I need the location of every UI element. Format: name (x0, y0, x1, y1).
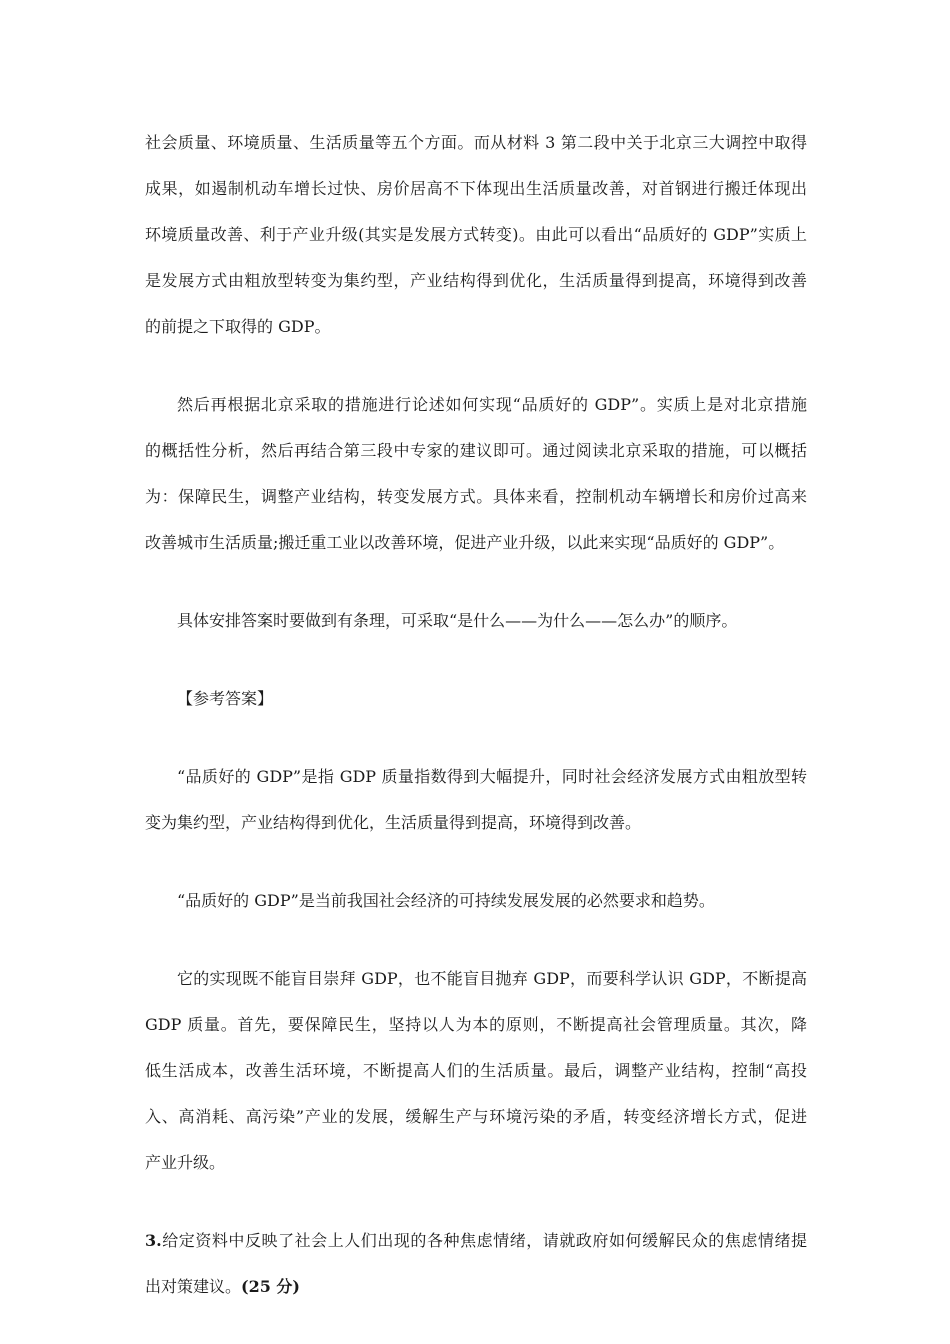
paragraph-line: 变为集约型，产业结构得到优化，生活质量得到提高，环境得到改善。 (145, 813, 642, 832)
paragraph (145, 598, 807, 644)
paragraph-line: 然后再根据北京采取的措施进行论述如何实现“品质好的 GDP”。实质上是对北京措施 (177, 395, 807, 414)
paragraph-line: 低生活成本，改善生活环境，不断提高人们的生活质量。最后，调整产业结构，控制“高投 (145, 1061, 807, 1080)
paragraph (145, 120, 807, 350)
paragraph-line: 成果，如遏制机动车增长过快、房价居高不下体现出生活质量改善，对首钢进行搬迁体现出 (145, 179, 807, 198)
paragraph-line: 的概括性分析，然后再结合第三段中专家的建议即可。通过阅读北京采取的措施，可以概括 (145, 441, 807, 460)
paragraph-line: 社会质量、环境质量、生活质量等五个方面。而从材料 3 第二段中关于北京三大调控中取得 (145, 133, 807, 152)
question-line (145, 1218, 807, 1264)
paragraph (145, 878, 807, 924)
paragraph-line: 环境质量改善、利于产业升级(其实是发展方式转变)。由此可以看出“品质好的 GDP”实质上 (145, 225, 807, 244)
question (145, 1218, 807, 1310)
paragraph-line: “品质好的 GDP”是当前我国社会经济的可持续发展发展的必然要求和趋势。 (177, 891, 715, 910)
paragraph-line: 是发展方式由粗放型转变为集约型，产业结构得到优化，生活质量得到提高，环境得到改善 (145, 271, 807, 290)
paragraph-line: “品质好的 GDP”是指 GDP 质量指数得到大幅提升，同时社会经济发展方式由粗放型转 (177, 767, 807, 786)
paragraph-line: 具体安排答案时要做到有条理，可采取“是什么——为什么——怎么办”的顺序。 (177, 611, 738, 630)
question-number: 3. (145, 1231, 162, 1250)
document-page (145, 120, 807, 1310)
paragraph (145, 754, 807, 846)
section-heading (145, 676, 807, 722)
paragraph (145, 382, 807, 566)
paragraph-line: 为：保障民生，调整产业结构，转变发展方式。具体来看，控制机动车辆增长和房价过高来 (145, 487, 807, 506)
paragraph-line: 入、高消耗、高污染”产业的发展，缓解生产与环境污染的矛盾，转变经济增长方式，促进 (145, 1107, 807, 1126)
reference-answer-heading: 【参考答案】 (177, 689, 274, 708)
paragraph-line: 的前提之下取得的 GDP。 (145, 317, 331, 336)
paragraph-line: 产业升级。 (145, 1153, 226, 1172)
question-line (145, 1264, 807, 1310)
paragraph-line: 它的实现既不能盲目崇拜 GDP，也不能盲目抛弃 GDP，而要科学认识 GDP，不断提高 (177, 969, 807, 988)
paragraph-line: GDP 质量。首先，要保障民生，坚持以人为本的原则，不断提高社会管理质量。其次，降 (145, 1015, 807, 1034)
question-text: 给定资料中反映了社会上人们出现的各种焦虑情绪，请就政府如何缓解民众的焦虑情绪提 (161, 1231, 807, 1250)
question-score: (25 分) (241, 1277, 300, 1296)
paragraph-line: 改善城市生活质量;搬迁重工业以改善环境，促进产业升级，以此来实现“品质好的 GDP”。 (145, 533, 785, 552)
question-text: 出对策建议。 (145, 1277, 242, 1296)
paragraph (145, 956, 807, 1186)
